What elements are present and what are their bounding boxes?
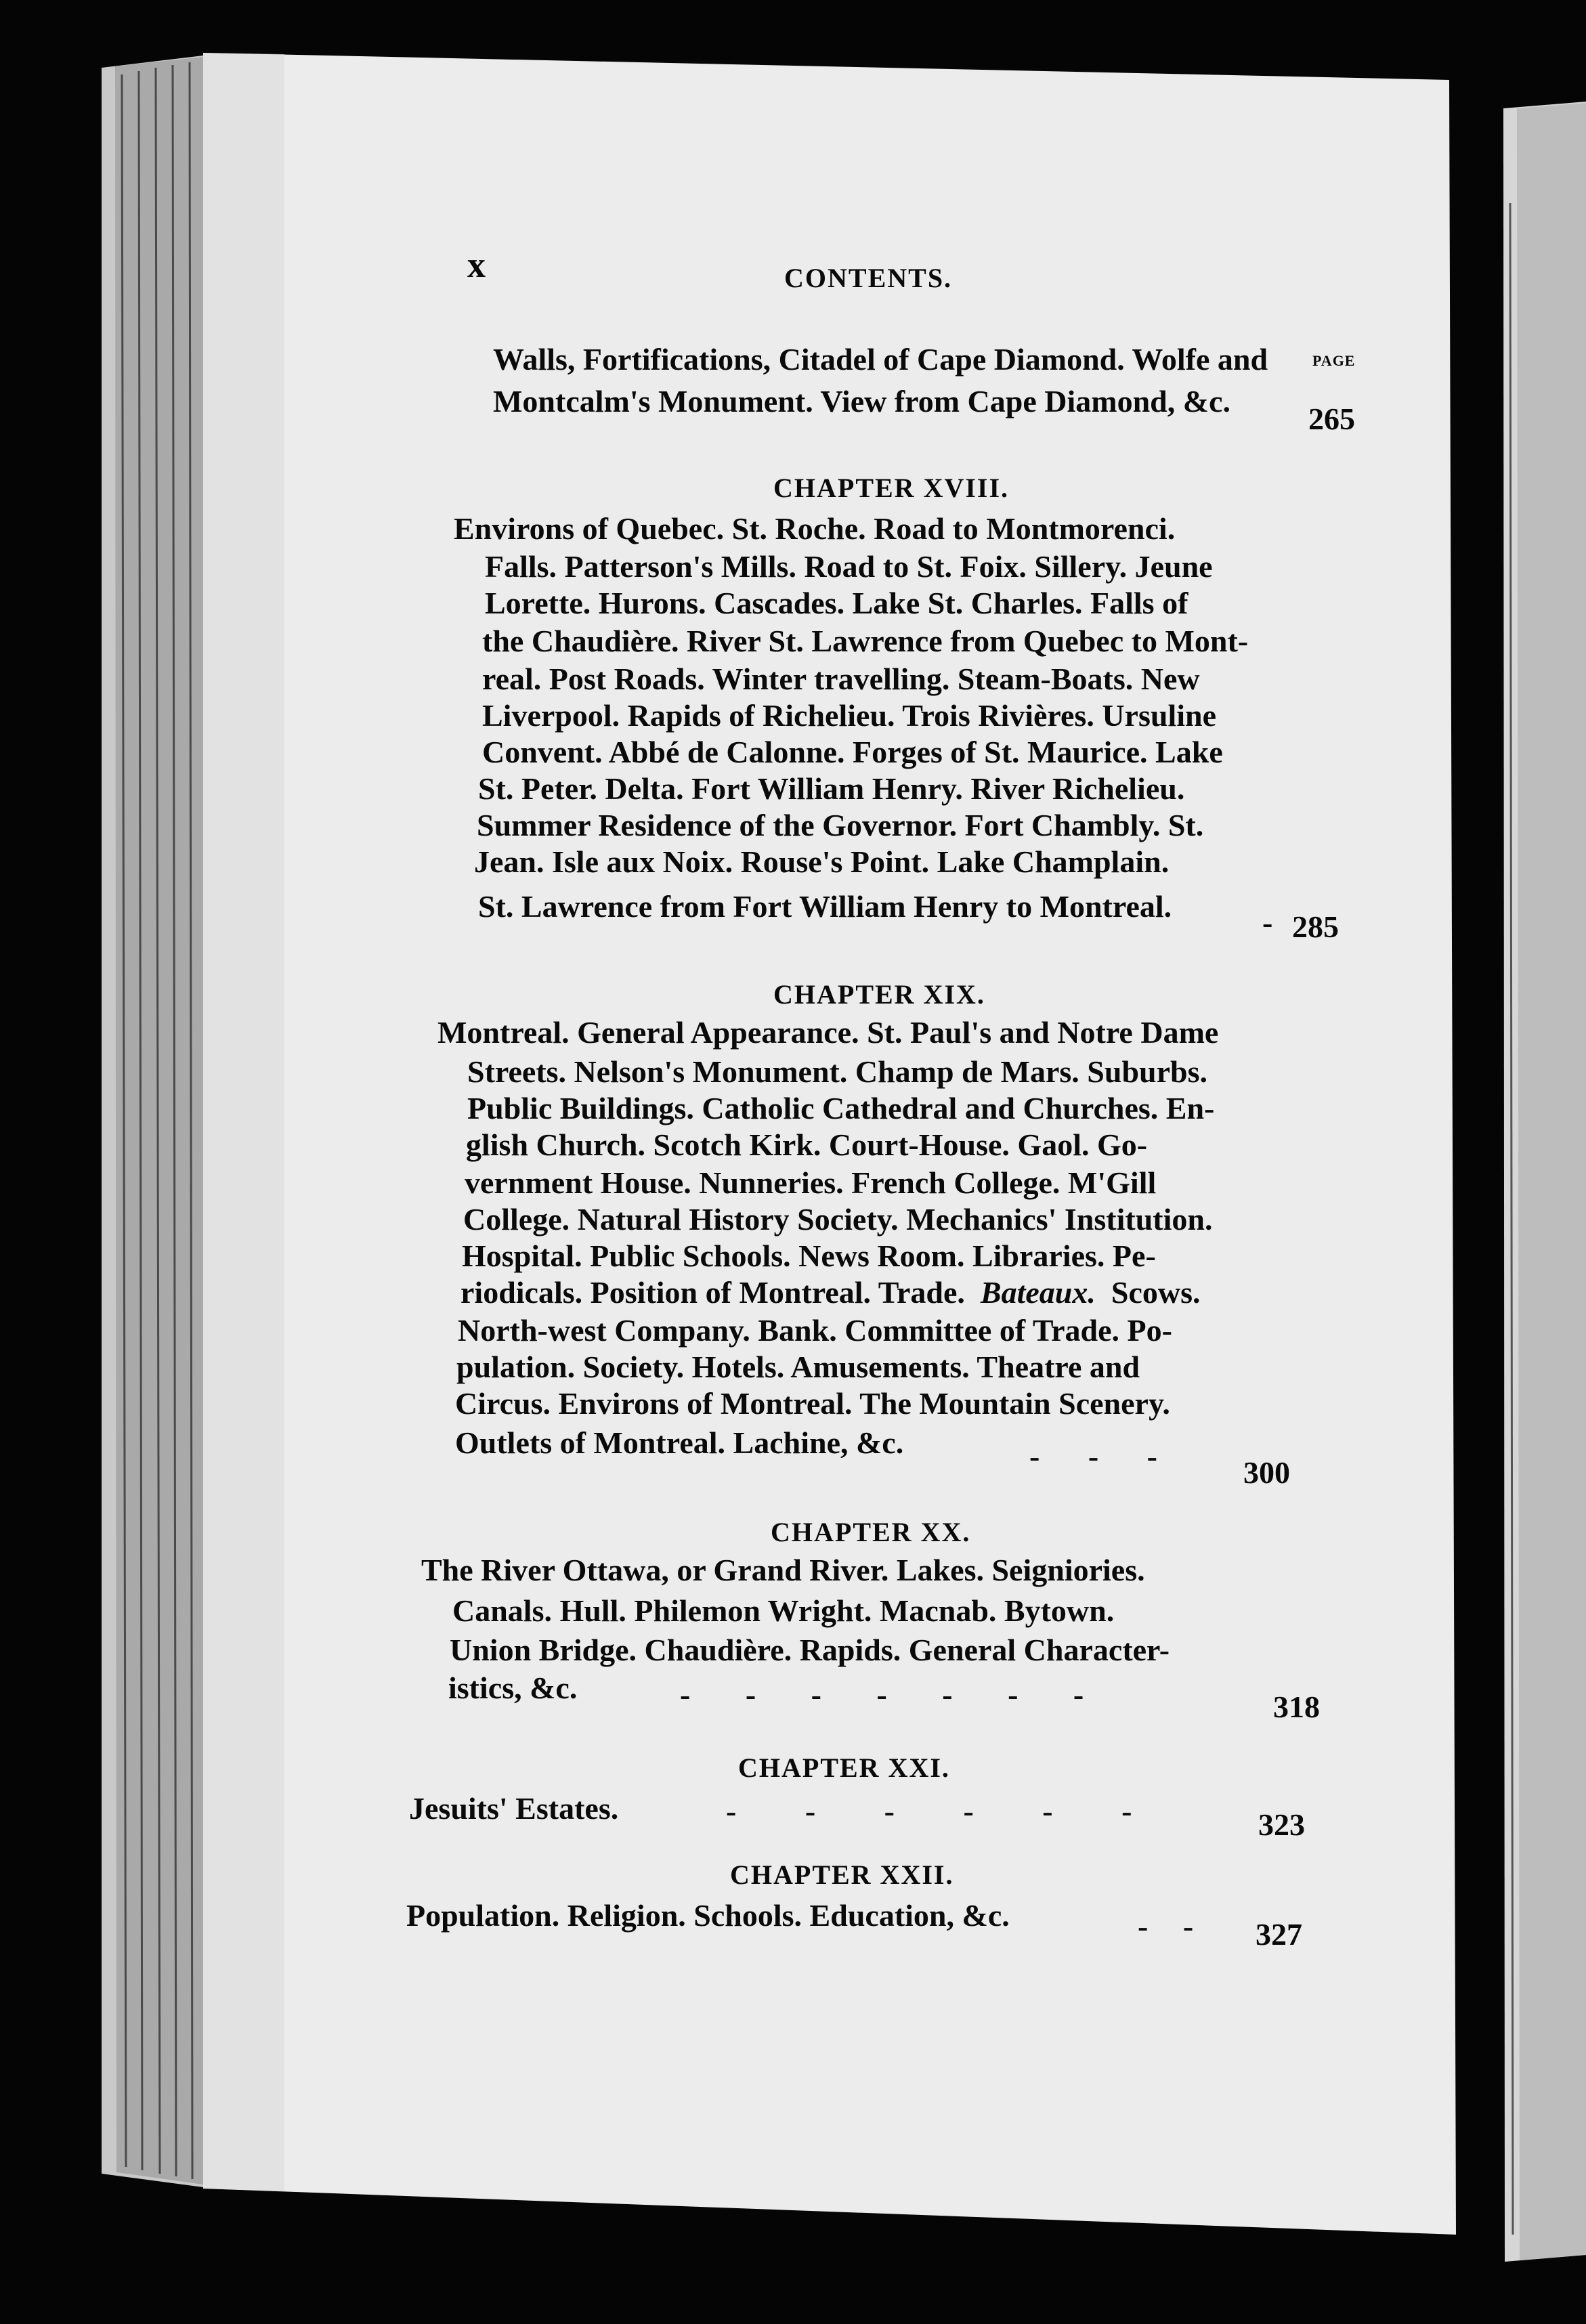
entry-line: real. Post Roads. Winter travelling. Steam-Boats. New [482,662,1200,696]
entry-line: Population. Religion. Schools. Education, &c. [406,1898,1010,1933]
entry-line: College. Natural History Society. Mechanics' Institution. [463,1202,1213,1236]
entry-line: St. Lawrence from Fort William Henry to Montreal. [478,889,1172,924]
entry-line-tail: Scows. [1111,1275,1201,1310]
entry-page-number: 318 [1273,1690,1320,1724]
entry-page-number: 285 [1292,909,1339,944]
entry-line: Montreal. General Appearance. St. Paul's and Notre Dame [437,1015,1219,1050]
entry-line: Circus. Environs of Montreal. The Mountain Scenery. [455,1386,1170,1421]
entry-line: St. Peter. Delta. Fort William Henry. River Richelieu. [478,771,1185,806]
entry-line: Outlets of Montreal. Lachine, &c. [455,1425,904,1460]
entry-line: pulation. Society. Hotels. Amusements. Theatre and [456,1350,1140,1384]
entry-line: North-west Company. Bank. Committee of Trade. Po- [458,1313,1172,1348]
entry-line: Union Bridge. Chaudière. Rapids. General Character- [450,1633,1170,1667]
entry-page-number: 265 [1308,402,1355,436]
entry-page-number: 323 [1258,1807,1305,1842]
entry-page-number: 300 [1243,1455,1290,1490]
chapter-heading: CHAPTER XVIII. [773,473,1010,503]
entry-line: Streets. Nelson's Monument. Champ de Mars. Suburbs. [467,1054,1208,1089]
entry-line: Convent. Abbé de Calonne. Forges of St. Maurice. Lake [482,735,1223,769]
italic-term: Bateaux. [980,1275,1096,1310]
leader-dots: - [1262,905,1273,940]
entry-line-with-italic [460,1277,1201,1308]
leader-dots: - - - - - - - [680,1677,1084,1712]
entry-line: vernment House. Nunneries. French College. M'Gill [465,1165,1157,1200]
entry-line: istics, &c. [448,1671,578,1705]
running-title: CONTENTS. [784,263,953,293]
chapter-heading: CHAPTER XXI. [738,1752,950,1783]
entry-line: Montcalm's Monument. View from Cape Diamond, &c. [493,384,1230,418]
chapter-heading: CHAPTER XX. [771,1517,971,1547]
chapter-heading: CHAPTER XXII. [730,1859,954,1890]
chapter-heading: CHAPTER XIX. [773,979,985,1010]
leader-dots: - - - [1029,1439,1157,1473]
entry-line: Liverpool. Rapids of Richelieu. Trois Rivières. Ursuline [482,698,1217,733]
page-number: x [467,244,486,285]
leader-dots: - - [1138,1909,1194,1943]
entry-line: Hospital. Public Schools. News Room. Libraries. Pe- [462,1239,1156,1273]
entry-line: Environs of Quebec. St. Roche. Road to Montmorenci. [454,511,1176,546]
entry-line: Falls. Patterson's Mills. Road to St. Foix. Sillery. Jeune [485,549,1213,584]
entry-line: Jesuits' Estates. [409,1791,619,1826]
entry-line: glish Church. Scotch Kirk. Court-House. Gaol. Go- [466,1127,1148,1162]
entry-line: the Chaudière. River St. Lawrence from Quebec to Mont- [482,624,1249,658]
page-column-label: PAGE [1312,352,1356,369]
entry-line: Jean. Isle aux Noix. Rouse's Point. Lake Champlain. [474,844,1170,879]
entry-line: Public Buildings. Catholic Cathedral and Churches. En- [467,1091,1215,1125]
entry-line: riodicals. Position of Montreal. Trade. [460,1275,965,1310]
entry-line: Summer Residence of the Governor. Fort Chambly. St. [477,808,1204,842]
entry-line: The River Ottawa, or Grand River. Lakes. Seigniories. [421,1553,1145,1587]
entry-line: Canals. Hull. Philemon Wright. Macnab. Bytown. [452,1593,1115,1628]
entry-page-number: 327 [1256,1917,1302,1952]
leader-dots: - - - - - - [726,1794,1132,1828]
entry-line: Lorette. Hurons. Cascades. Lake St. Charles. Falls of [485,586,1188,620]
entry-line: Walls, Fortifications, Citadel of Cape Diamond. Wolfe and [493,342,1268,376]
